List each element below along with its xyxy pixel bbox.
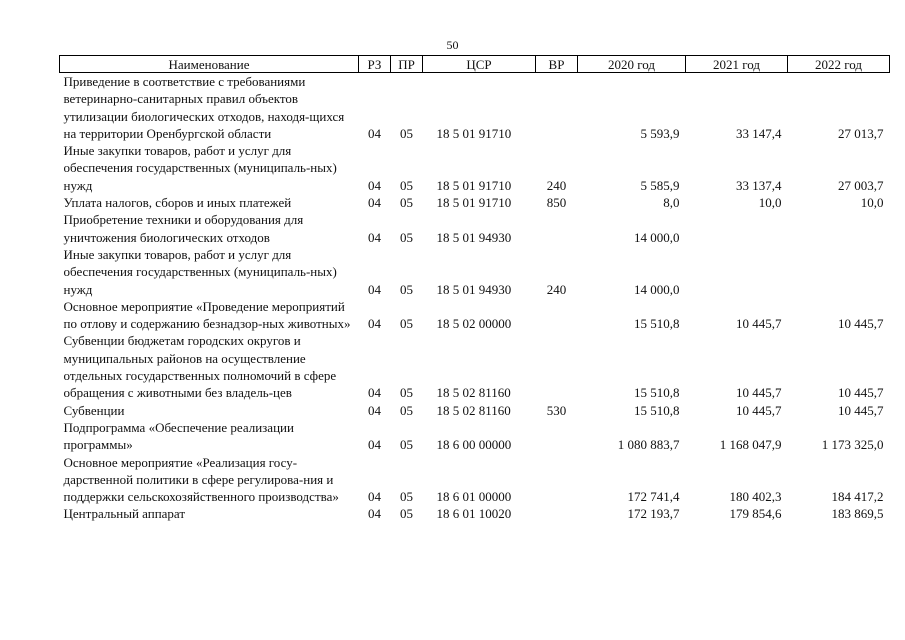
- row-csr: 18 6 01 10020: [436, 506, 512, 522]
- row-2020: 5 585,9: [640, 177, 680, 193]
- row-2020: 14 000,0: [634, 281, 680, 297]
- row-2022: [788, 211, 890, 246]
- row-vr: [536, 332, 578, 401]
- row-vr: [536, 211, 578, 246]
- row-name: Субвенции бюджетам городских округов и муниципальных районов на осуществление отдельных государственных полномочий в сфере обращения с животными без владель-цев: [63, 333, 337, 401]
- row-csr: 18 5 01 91710: [436, 125, 512, 141]
- row-rz: 04: [368, 281, 381, 297]
- row-2020: 172 193,7: [627, 506, 680, 522]
- row-name: Центральный аппарат: [63, 506, 186, 522]
- row-2022: 1 173 325,0: [821, 437, 884, 453]
- header-2021: 2021 год: [686, 56, 788, 73]
- row-pr: 05: [400, 506, 413, 522]
- row-2020: 1 080 883,7: [617, 437, 680, 453]
- table-row: [60, 419, 890, 454]
- row-name: Иные закупки товаров, работ и услуг для обеспечения государственных (муниципаль-ных) нужд: [63, 246, 337, 297]
- table-row: [60, 246, 890, 298]
- row-vr: [536, 298, 578, 333]
- row-name: Иные закупки товаров, работ и услуг для обеспечения государственных (муниципаль-ных) нужд: [63, 143, 337, 193]
- row-2022: 10 445,7: [838, 402, 884, 418]
- row-vr: [536, 454, 578, 506]
- table-header-row: [60, 56, 890, 73]
- row-2022: 184 417,2: [831, 489, 884, 505]
- header-csr: ЦСР: [423, 56, 536, 73]
- row-csr: 18 5 01 94930: [436, 281, 512, 297]
- row-vr: [536, 419, 578, 454]
- row-pr: 05: [400, 402, 413, 418]
- row-2021: 33 137,4: [736, 177, 782, 193]
- row-2021: [686, 211, 788, 246]
- row-pr: 05: [400, 125, 413, 141]
- table-row: [60, 505, 890, 522]
- row-2022: [788, 246, 890, 298]
- row-vr: 240: [546, 281, 567, 297]
- row-2020: 15 510,8: [634, 316, 680, 332]
- row-name: Уплата налогов, сборов и иных платежей: [63, 195, 292, 211]
- row-2021: 180 402,3: [729, 489, 782, 505]
- row-2021: [686, 246, 788, 298]
- row-rz: 04: [368, 316, 381, 332]
- table-row: [60, 298, 890, 333]
- row-pr: 05: [400, 281, 413, 297]
- row-rz: 04: [368, 385, 381, 401]
- table-row: [60, 332, 890, 401]
- row-2022: 27 003,7: [838, 177, 884, 193]
- header-name: Наименование: [60, 56, 359, 73]
- row-vr: [536, 505, 578, 522]
- row-2021: 10 445,7: [736, 402, 782, 418]
- header-2022: 2022 год: [788, 56, 890, 73]
- row-pr: 05: [400, 229, 413, 245]
- budget-table: [59, 55, 890, 523]
- row-rz: 04: [368, 229, 381, 245]
- row-csr: 18 5 02 81160: [436, 402, 511, 418]
- header-vr: ВР: [536, 56, 578, 73]
- header-pr: ПР: [391, 56, 423, 73]
- row-csr: 18 5 02 81160: [436, 385, 511, 401]
- row-csr: 18 5 01 91710: [436, 177, 512, 193]
- row-2021: 10 445,7: [736, 316, 782, 332]
- row-2022: 183 869,5: [831, 506, 884, 522]
- row-csr: 18 6 00 00000: [436, 437, 512, 453]
- page-number: 50: [446, 38, 459, 52]
- row-rz: 04: [368, 125, 381, 141]
- row-pr: 05: [400, 437, 413, 453]
- row-rz: 04: [368, 489, 381, 505]
- row-csr: 18 5 01 94930: [436, 229, 512, 245]
- row-pr: 05: [400, 177, 413, 193]
- row-csr: 18 5 01 91710: [436, 195, 512, 211]
- row-pr: 05: [400, 195, 413, 211]
- row-2022: 10,0: [860, 195, 884, 211]
- row-vr: 850: [546, 195, 567, 211]
- row-2020: 14 000,0: [634, 229, 680, 245]
- row-name: Приобретение техники и оборудования для уничтожения биологических отходов: [63, 212, 304, 245]
- row-rz: 04: [368, 195, 381, 211]
- row-rz: 04: [368, 437, 381, 453]
- table-row: [60, 211, 890, 246]
- row-name: Основное мероприятие «Реализация госу-дарственной политики в сфере регулирова-ния и поддержки сельскохозяйственного производства»: [63, 454, 339, 505]
- row-rz: 04: [368, 506, 381, 522]
- row-pr: 05: [400, 316, 413, 332]
- table-row: [60, 73, 890, 143]
- row-2021: 33 147,4: [736, 125, 782, 141]
- row-2021: 1 168 047,9: [719, 437, 782, 453]
- row-2020: 15 510,8: [634, 385, 680, 401]
- row-2020: 15 510,8: [634, 402, 680, 418]
- table-row: [60, 402, 890, 419]
- row-name: Подпрограмма «Обеспечение реализации программы»: [63, 419, 294, 453]
- row-csr: 18 6 01 00000: [436, 489, 512, 505]
- row-2022: 10 445,7: [838, 385, 884, 401]
- table-row: [60, 194, 890, 211]
- table-row: [60, 454, 890, 506]
- row-csr: 18 5 02 00000: [436, 316, 512, 332]
- row-vr: 240: [546, 177, 567, 193]
- row-rz: 04: [368, 402, 381, 418]
- row-name: Основное мероприятие «Проведение мероприятий по отлову и содержанию безнадзор-ных животных»: [63, 298, 351, 332]
- row-2020: 8,0: [663, 195, 680, 211]
- row-2021: 10,0: [758, 195, 782, 211]
- row-2020: 172 741,4: [627, 489, 680, 505]
- row-name: Субвенции: [63, 402, 125, 418]
- row-2022: 27 013,7: [838, 125, 884, 141]
- row-2022: 10 445,7: [838, 316, 884, 332]
- row-vr: [536, 73, 578, 143]
- table-row: [60, 142, 890, 194]
- row-pr: 05: [400, 385, 413, 401]
- header-2020: 2020 год: [578, 56, 686, 73]
- row-name: Приведение в соответствие с требованиями ветеринарно-санитарных правил объектов утилизации биологических отходов, находя-щихся на территории Оренбургской области: [63, 74, 345, 141]
- row-2020: 5 593,9: [640, 125, 680, 141]
- row-vr: 530: [546, 402, 567, 418]
- row-2021: 10 445,7: [736, 385, 782, 401]
- row-2021: 179 854,6: [729, 506, 782, 522]
- row-rz: 04: [368, 177, 381, 193]
- row-pr: 05: [400, 489, 413, 505]
- header-rz: РЗ: [359, 56, 391, 73]
